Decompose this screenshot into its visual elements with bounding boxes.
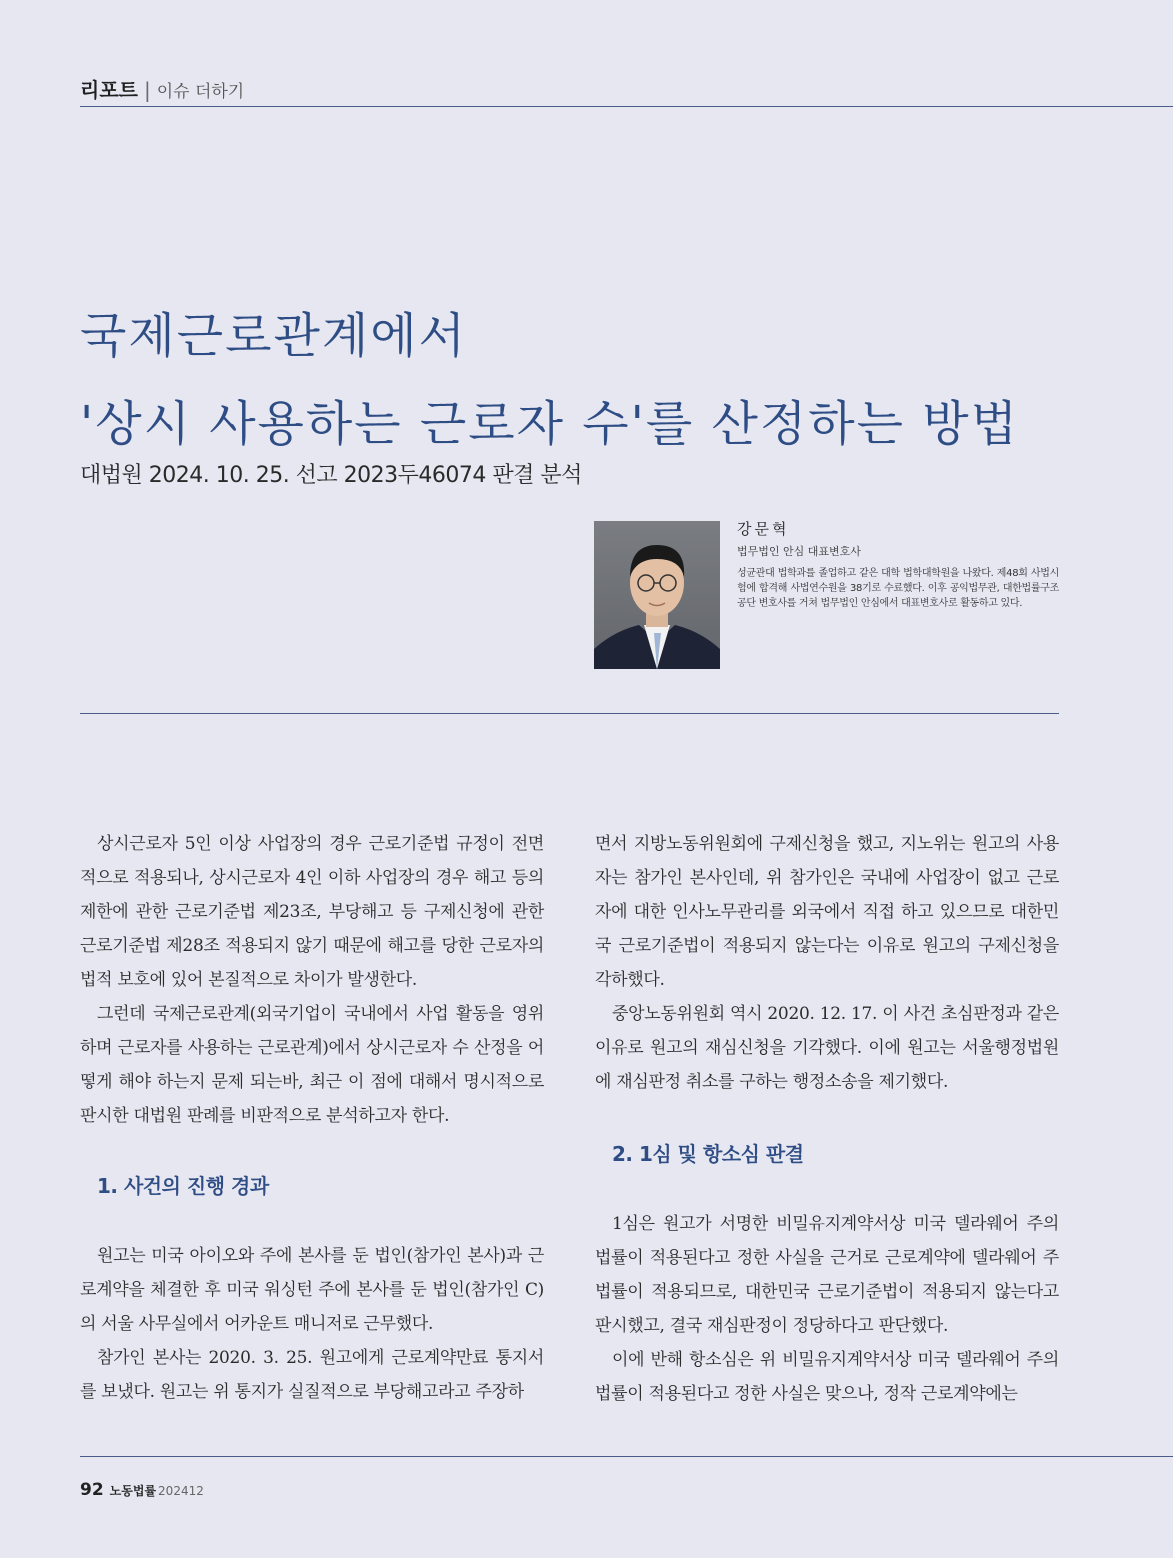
author-role: 법무법인 안심 대표변호사: [737, 545, 861, 558]
magazine-name: 노동법률: [109, 1484, 157, 1498]
article-title: [80, 292, 1080, 468]
author-bio: 성균관대 법학과를 졸업하고 같은 대학 법학대학원을 나왔다. 제48회 사법시험에 합격해 사법연수원을 38기로 수료했다. 이후 공익법무관, 대한법률구조공단 변호사를 거쳐 법무법인 안심에서 대표변호사로 활동하고 있다.: [737, 568, 1059, 609]
section-heading: 2. 1심 및 항소심 판결: [612, 1142, 804, 1166]
paragraph: 면서 지방노동위원회에 구제신청을 했고, 지노위는 원고의 사용자는 참가인 본사인데, 위 참가인은 국내에 사업장이 없고 근로자에 대한 인사노무관리를 외국에서 직접 하고 있으므로 대한민국 근로기준법이 적용되지 않는다는 이유로 원고의 구제신청을 각하했다.: [595, 834, 1059, 990]
page-number: 92: [80, 1480, 104, 1500]
paragraph: 1심은 원고가 서명한 비밀유지계약서상 미국 델라웨어 주의 법률이 적용된다고 정한 사실을 근거로 근로계약에 델라웨어 주 법률이 적용되므로, 대한민국 근로기준법이 적용되지 않는다고 판시했고, 결국 재심판정이 정당하다고 판단했다.: [595, 1214, 1059, 1336]
page-footer: [80, 1480, 204, 1500]
top-divider: [80, 106, 1173, 107]
title-line-2: '상시 사용하는 근로자 수'를 산정하는 방법: [80, 396, 1019, 452]
issue-number: 202412: [158, 1484, 204, 1498]
paragraph: 중앙노동위원회 역시 2020. 12. 17. 이 사건 초심판정과 같은 이유로 원고의 재심신청을 기각했다. 이에 원고는 서울행정법원에 재심판정 취소를 구하는 행정소송을 제기했다.: [595, 1004, 1059, 1092]
paragraph: 그런데 국제근로관계(외국기업이 국내에서 사업 활동을 영위하며 근로자를 사용하는 근로관계)에서 상시근로자 수 산정을 어떻게 해야 하는지 문제 되는바, 최근 이 점에 대해서 명시적으로 판시한 대법원 판례를 비판적으로 분석하고자 한다.: [80, 1004, 544, 1126]
right-column: [595, 827, 1059, 1411]
subsection-label: 이슈 더하기: [156, 82, 245, 102]
mid-divider: [80, 713, 1059, 714]
paragraph: 참가인 본사는 2020. 3. 25. 원고에게 근로계약만료 통지서를 보냈다. 원고는 위 통지가 실질적으로 부당해고라고 주장하: [80, 1348, 544, 1402]
bottom-divider: [80, 1456, 1173, 1457]
author-info: [737, 518, 1059, 611]
paragraph: 상시근로자 5인 이상 사업장의 경우 근로기준법 규정이 전면적으로 적용되나, 상시근로자 4인 이하 사업장의 경우 해고 등의 제한에 관한 근로기준법 제23조, 부당해고 등 구제신청에 관한 근로기준법 제28조 적용되지 않기 때문에 해고를 당한 근로자의 법적 보호에 있어 본질적으로 차이가 발생한다.: [80, 834, 544, 990]
paragraph: 이에 반해 항소심은 위 비밀유지계약서상 미국 델라웨어 주의 법률이 적용된다고 정한 사실은 맞으나, 정작 근로계약에는: [595, 1350, 1059, 1404]
section-heading: 1. 사건의 진행 경과: [97, 1174, 269, 1198]
article-subtitle: 대법원 2024. 10. 25. 선고 2023두46074 판결 분석: [80, 463, 582, 488]
header-separator: |: [143, 78, 151, 102]
author-name: 강문혁: [737, 520, 790, 538]
paragraph: 원고는 미국 아이오와 주에 본사를 둔 법인(참가인 본사)과 근로계약을 체결한 후 미국 워싱턴 주에 본사를 둔 법인(참가인 C)의 서울 사무실에서 어카운트 매니저로 근무했다.: [80, 1246, 544, 1334]
author-photo: [594, 521, 720, 669]
title-line-1: 국제근로관계에서: [80, 308, 467, 364]
left-column: [80, 827, 544, 1409]
section-label: 리포트: [80, 78, 138, 102]
running-header: [80, 74, 244, 103]
